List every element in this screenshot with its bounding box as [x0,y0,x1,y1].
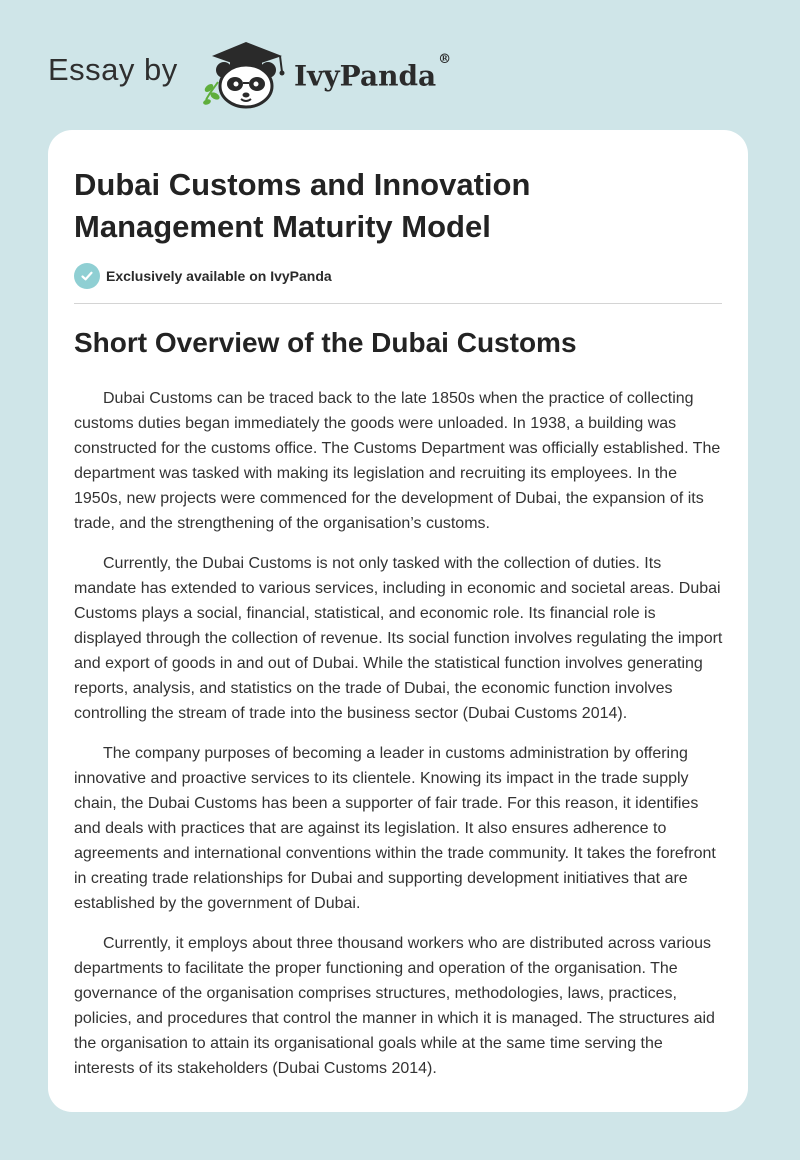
brand-name[interactable]: IvyPanda ® [294,52,452,93]
exclusive-badge [74,263,332,289]
essay-by-label: Essay by [48,52,178,87]
site-header [0,0,800,130]
paragraph: Dubai Customs can be traced back to the late 1850s when the practice of collecting customs duties began immediately the goods were unloaded. In 1938, a building was constructed for the customs office. The Customs Department was officially established. The department was tasked with making its legislation and recruiting its employees. In the 1950s, new projects were commenced for the development of Dubai, the expansion of its trade, and the strengthening of the organisation’s customs. [74,390,721,532]
essay-body [74,386,724,1096]
essay-title: Dubai Customs and Innovation Management Maturity Model [74,167,531,244]
paragraph: The company purposes of becoming a leader in customs administration by offering innovative and proactive services to its clientele. Knowing its impact in the trade supply chain, the Dubai Customs has been a supporter of fair trade. For this reason, it identifies and deals with practices that are against its legislation. It also ensures adherence to agreements and international conventions within the trade community. It takes the forefront in creating trade relationships for Dubai and supporting development initiatives that are established by the government of Dubai. [74,745,716,912]
divider [74,303,722,304]
check-circle-icon [74,263,100,289]
panda-graduate-logo-icon[interactable] [200,38,290,110]
section-heading: Short Overview of the Dubai Customs [74,327,577,358]
essay-card [48,130,748,1112]
exclusive-badge-text: Exclusively available on IvyPanda [106,268,332,284]
paragraph: Currently, the Dubai Customs is not only tasked with the collection of duties. Its mandate has extended to various services, including in economic and societal areas. Dubai Customs plays a social, financial, statistical, and economic role. Its financial role is displayed through the collection of revenue. Its social function involves regulating the import and export of goods in and out of Dubai. While the statistical function involves generating reports, analysis, and statistics on the trade of Dubai, the economic function involves controlling the stream of trade into the business sector (Dubai Customs 2014). [74,555,723,722]
paragraph: Currently, it employs about three thousand workers who are distributed across various departments to facilitate the proper functioning and operation of the organisation. The governance of the organisation comprises structures, methodologies, laws, practices, policies, and procedures that control the manner in which it is managed. The structures aid the organisation to attain its organisational goals while at the same time serving the interests of its stakeholders (Dubai Customs 2014). [74,935,715,1077]
